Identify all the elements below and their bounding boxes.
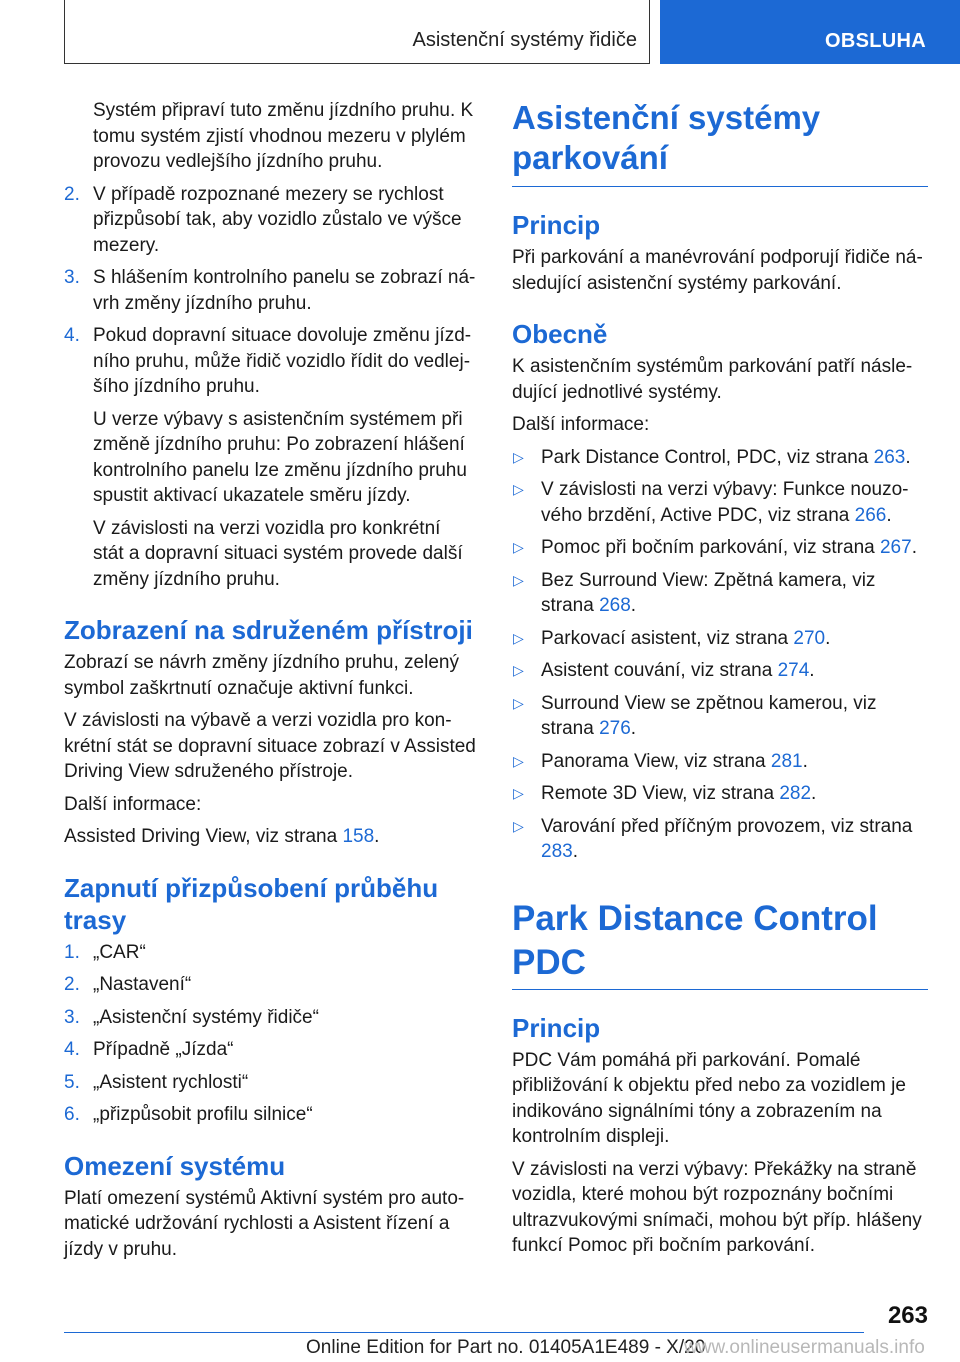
triangle-bullet-icon: ▷ [513,785,524,801]
page-reference-link[interactable]: 266 [854,504,887,526]
step-number: 3. [64,267,80,288]
list-item-text: Surround View se zpětnou kamerou, viz strana [541,692,877,739]
step-text: Pokud dopravní situace dovoluje změnu jízdního pruhu, může řidič vozidlo řídit do vedlejšího jízdního pruhu. [93,325,472,397]
list-item-text: Bez Surround View: Zpětná kamera, viz strana [541,569,876,616]
triangle-bullet-icon: ▷ [513,629,524,646]
switch-step [64,972,476,998]
right-column [512,98,928,1266]
left-column [64,98,476,1269]
indent-paragraph: V závislosti na verzi vozidla pro konkrétní stát a dopravní situaci systém provede další změny jízdního pruhu. [93,517,463,590]
list-item-end: . [825,627,831,649]
more-info-label: Další informace: [64,793,202,815]
list-item-end: . [811,783,817,804]
list-item [512,477,928,528]
step-number: 4. [64,1039,80,1060]
step-item [64,323,476,400]
general-paragraph: K asistenčním systémům parkování patří následující jednotlivé systémy. [512,356,913,403]
display-paragraph: Zobrazí se návrh změny jízdního pruhu, zelený symbol zaškrtnutí označuje aktivní funkci. [64,652,459,699]
pdc-paragraph: PDC Vám pomáhá při parkování. Pomalé přibližování k objektu před nebo za vozidlem je indikováno signálními tóny a zobrazením na kontrolním displeji. [512,1049,906,1147]
list-item [512,568,928,619]
page-reference-link[interactable]: 267 [879,537,912,558]
list-item-text: Asistent couvání, viz strana [541,660,778,681]
list-item [512,626,928,652]
list-item-text: Panorama View, viz strana [541,750,771,772]
step-number: 1. [64,941,80,963]
list-item-end: . [911,537,917,558]
list-item-end: . [630,595,637,616]
switch-step [64,1037,476,1063]
step-number: 5. [64,1071,80,1093]
header-section-tab [660,0,960,64]
chapter-heading-pdc: Park Distance Control PDC [512,897,928,990]
step-text: V případě rozpoznané mezery se rychlost přizpůsobí tak, aby vozidlo zůstalo ve výšce mezery. [93,183,462,256]
watermark: www.onlineusermanuals.info [684,1337,925,1358]
switch-step [64,1005,476,1031]
triangle-bullet-icon: ▷ [513,752,524,769]
list-item [512,535,928,561]
page-reference-link[interactable]: 268 [599,595,631,616]
section-heading-display: Zobrazení na sdruženém přístroji [64,615,473,645]
page-reference-link[interactable]: 282 [779,783,812,804]
list-item-end: . [886,504,892,526]
list-item-text: V závislosti na verzi výbavy: Funkce nouzového brzdění, Active PDC, viz strana [541,479,909,526]
switch-step [64,1070,476,1096]
page-reference-link[interactable]: 283 [541,841,573,862]
list-item-text: Varování před příčným provozem, viz strana [541,815,913,837]
triangle-bullet-icon: ▷ [513,448,524,465]
list-item-text: Parkovací asistent, viz strana [541,627,794,649]
section-heading-switch: Zapnutí přizpůsobení průběhu trasy [64,872,439,935]
list-item-end: . [905,446,911,468]
triangle-bullet-icon: ▷ [513,571,524,588]
intro-paragraph: Systém připraví tuto změnu jízdního pruhu. K tomu systém zjistí vhodnou mezeru v plylém provozu vedlejšího jízdního pruhu. [93,100,474,172]
triangle-bullet-icon: ▷ [513,694,524,711]
list-item [512,749,928,775]
limits-paragraph: Platí omezení systémů Aktivní systém pro automatické udržování rychlosti a Asistent řízení a jízdy v pruhu. [64,1187,465,1260]
system-list [512,445,928,865]
list-item [512,658,928,684]
header-section-label: OBSLUHA [825,30,926,52]
header-title: Asistenční systémy řidiče [412,29,637,51]
triangle-bullet-icon: ▷ [513,539,524,555]
step-text: „CAR“ [93,941,146,963]
section-heading-pdc-principle: Princip [512,1012,601,1043]
list-item-text: Remote 3D View, viz strana [541,783,780,804]
step-text: „Asistenční systémy řidiče“ [93,1006,319,1028]
triangle-bullet-icon: ▷ [513,817,524,834]
more-info-label: Další informace: [512,414,650,435]
page-reference-link[interactable]: 276 [599,718,631,739]
indent-paragraph: U verze výbavy s asistenčním systémem při změně jízdního pruhu: Po zobrazení hlášení kontrolního panelu lze změnu jízdního pruhu spustit aktivací ukazatele směru jízdy. [93,408,467,506]
section-heading-limits: Omezení systému [64,1150,286,1181]
list-item-end: . [630,718,637,739]
list-item-end: . [802,750,808,772]
footer-divider [64,1332,864,1333]
step-number: 2. [64,974,80,995]
reference-end: . [374,826,380,847]
page-reference-link[interactable]: 158 [342,826,375,847]
step-number: 4. [64,325,80,346]
page-reference-link[interactable]: 270 [793,627,826,649]
list-item [512,781,928,807]
page-header [0,0,960,66]
switch-step [64,940,476,966]
reference-line [64,824,476,850]
edition-label: Online Edition for Part no. 01405A1E489 - X/20 [306,1337,706,1358]
section-heading-principle: Princip [512,210,601,240]
principle-paragraph: Při parkování a manévrování podporují řidiče následující asistenční systémy parkování. [512,247,923,294]
step-text: „Asistent rychlosti“ [93,1071,249,1093]
triangle-bullet-icon: ▷ [513,662,524,678]
reference-text: Assisted Driving View, viz strana [64,826,343,847]
step-item [64,182,476,259]
chapter-heading-parking: Asistenční systémy parkování [512,98,928,187]
section-heading-general: Obecně [512,319,608,349]
step-number: 3. [64,1006,80,1028]
list-item-end: . [809,660,815,681]
display-paragraph: V závislosti na výbavě a verzi vozidla pro konkrétní stát se dopravní situace zobrazí v Assisted Driving View sdruženého přístroje. [64,710,476,782]
switch-step [64,1102,476,1128]
step-text: S hlášením kontrolního panelu se zobrazí návrh změny jízdního pruhu. [93,267,476,314]
step-item [64,265,476,316]
page-reference-link[interactable]: 263 [873,446,906,468]
list-item-text: Park Distance Control, PDC, viz strana [541,446,874,468]
step-number: 6. [64,1104,80,1125]
list-item [512,814,928,865]
triangle-bullet-icon: ▷ [513,481,524,497]
page-number: 263 [887,1302,928,1329]
list-item [512,445,928,471]
step-text: „přizpůsobit profilu silnice“ [93,1104,313,1125]
step-text: Případně „Jízda“ [93,1039,234,1060]
step-text: „Nastavení“ [93,974,192,995]
list-item-end: . [572,841,578,862]
page-reference-link[interactable]: 274 [777,660,810,681]
pdc-paragraph: V závislosti na verzi výbavy: Překážky na straně vozidla, které mohou být rozpoznány bočními ultrazvukovými snímači, mohou být příp. hlášeny funkcí Pomoc při bočním parkování. [512,1158,922,1256]
page-reference-link[interactable]: 281 [770,750,803,772]
list-item [512,691,928,742]
step-number: 2. [64,183,80,205]
list-item-text: Pomoc při bočním parkování, viz strana [541,537,880,558]
header-title-box [64,0,650,64]
